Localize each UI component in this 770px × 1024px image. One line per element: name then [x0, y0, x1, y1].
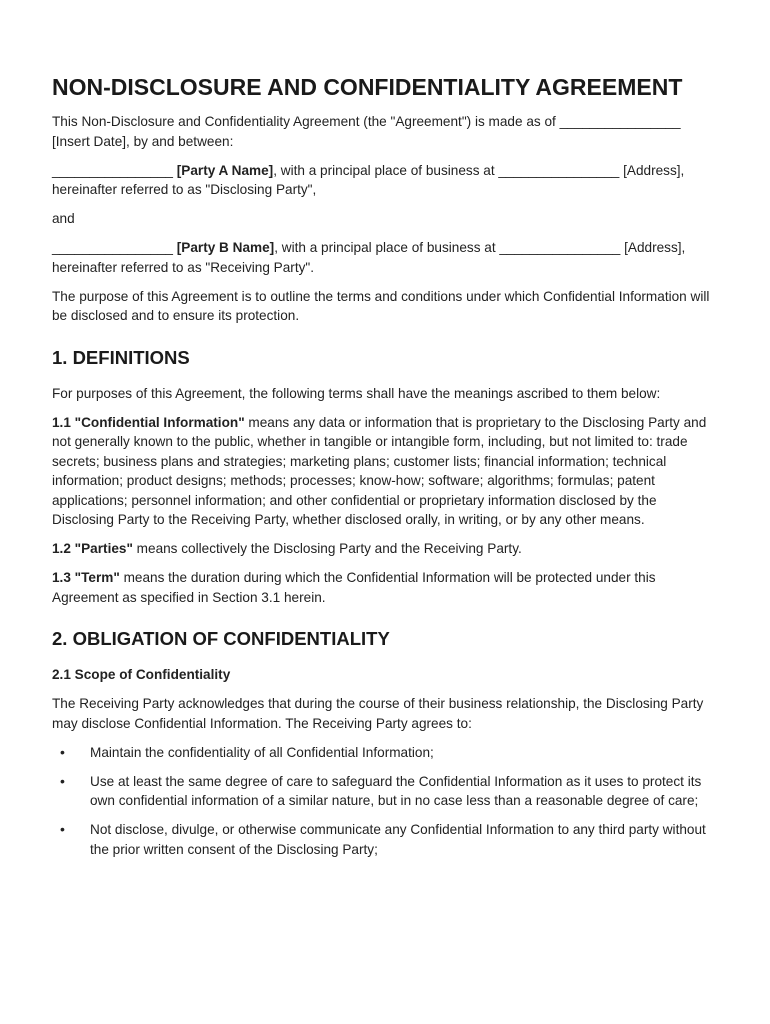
party-a-paragraph	[52, 161, 718, 200]
bullet-icon: •	[60, 772, 65, 789]
list-item-text: Use at least the same degree of care to safeguard the Confidential Information as it uses to protect its own confidential information of a similar nature, but in no case less than a reasonable degree of care;	[90, 773, 702, 808]
definitions-lead: For purposes of this Agreement, the following terms shall have the meanings ascribed to them below:	[52, 385, 661, 401]
section-1-heading: 1. DEFINITIONS	[52, 346, 190, 368]
definition-1-1-term: 1.1 "Confidential Information"	[52, 414, 245, 430]
definition-1-1	[52, 413, 718, 530]
section-2-lead: The Receiving Party acknowledges that during the course of their business relationship, the Disclosing Party may disclose Confidential Information. The Receiving Party agrees to:	[52, 696, 704, 731]
list-item	[52, 743, 718, 763]
list-item-text: Maintain the confidentiality of all Confidential Information;	[90, 744, 434, 760]
definition-1-2	[52, 539, 718, 559]
definition-1-2-term: 1.2 "Parties"	[52, 541, 133, 556]
list-item-text: Not disclose, divulge, or otherwise communicate any Confidential Information to any third party without the prior written consent of the Disclosing Party;	[90, 822, 706, 857]
party-b-details: , with a principal place of business at ________________ [Address], hereinafter referred to as "Receiving Party".	[52, 240, 686, 275]
subsection-2-1-heading: 2.1 Scope of Confidentiality	[52, 667, 231, 682]
intro-paragraph: This Non-Disclosure and Confidentiality Agreement (the "Agreement") is made as of ________________ [Insert Date], by and between:	[52, 114, 681, 149]
bullet-icon: •	[60, 821, 65, 837]
section-2-heading: 2. OBLIGATION OF CONFIDENTIALITY	[52, 628, 390, 649]
and-connector: and	[52, 211, 75, 226]
definition-1-3-term: 1.3 "Term"	[52, 570, 120, 585]
party-b-name: [Party B Name]	[176, 240, 275, 255]
definition-1-2-text: means collectively the Disclosing Party and the Receiving Party.	[132, 541, 522, 556]
party-a-blank: ________________	[52, 162, 177, 178]
obligations-list	[52, 743, 718, 860]
definition-1-1-text: means any data or information that is proprietary to the Disclosing Party and not generally known to the public, whether in tangible or intangible form, including, but not limited to: trade secrets; business plans and strategies; marketing plans; customer lists; financial information; technical information; product designs; methods; processes; know-how; software; algorithms; formulas; patent applications; personnel information; and other confidential or proprietary information disclosed by the Disclosing Party to the Receiving Party, whether disclosed orally, in writing, or by any other means.	[52, 414, 707, 527]
definition-1-3	[52, 568, 718, 607]
list-item	[52, 772, 718, 811]
party-b-paragraph	[52, 238, 718, 277]
document-title: NON-DISCLOSURE AND CONFIDENTIALITY AGREEMENT	[52, 74, 683, 100]
purpose-paragraph: The purpose of this Agreement is to outline the terms and conditions under which Confidential Information will be disclosed and to ensure its protection.	[52, 288, 710, 323]
party-a-name: [Party A Name]	[176, 162, 274, 178]
definition-1-3-text: means the duration during which the Confidential Information will be protected under this Agreement as specified in Section 3.1 herein.	[52, 570, 656, 605]
party-a-details: , with a principal place of business at ________________ [Address], hereinafter referred to as "Disclosing Party",	[52, 162, 685, 197]
list-item	[52, 820, 718, 859]
party-b-blank: ________________	[52, 240, 177, 255]
bullet-icon: •	[60, 743, 65, 760]
